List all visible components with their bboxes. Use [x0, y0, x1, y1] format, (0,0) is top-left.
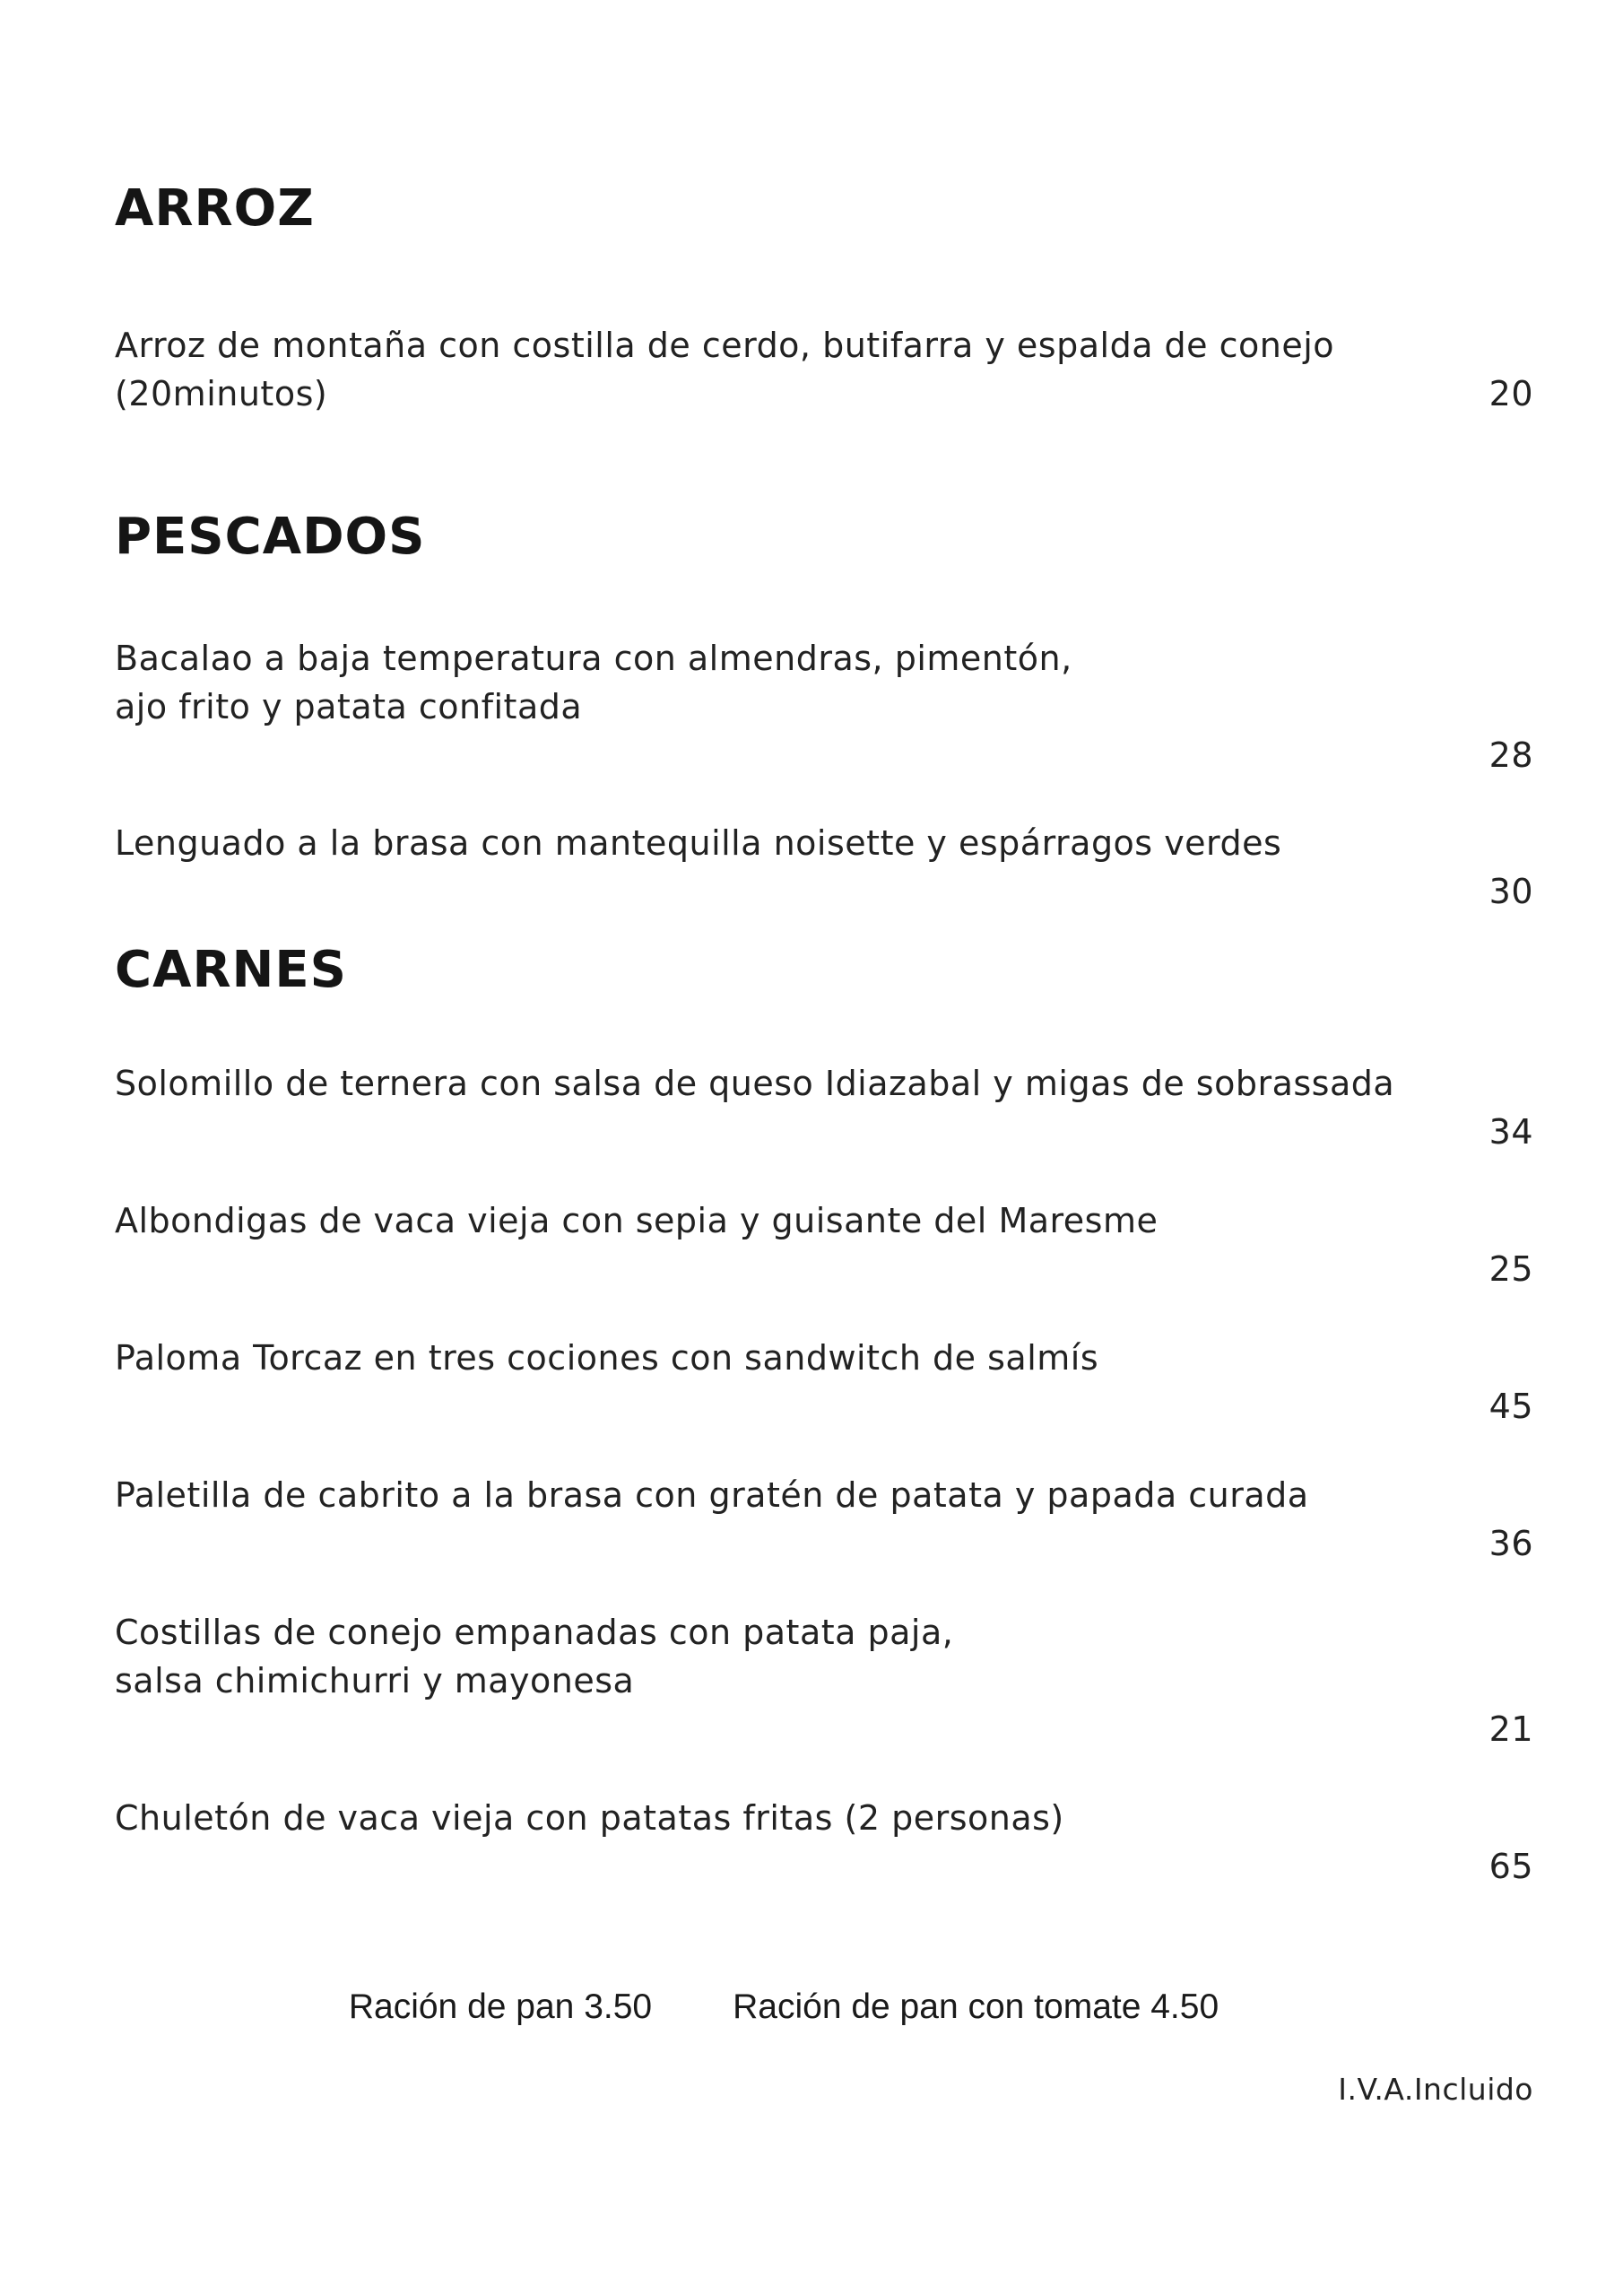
menu-item [115, 819, 1533, 916]
item-line: ajo frito y patata confitada [115, 687, 583, 726]
item-text [115, 1608, 1533, 1705]
item-price: 20 [1488, 374, 1533, 413]
item-text [115, 1196, 1533, 1245]
menu-item [115, 1471, 1533, 1568]
item-text [115, 1334, 1533, 1382]
item-text [115, 634, 1533, 731]
item-line: Lenguado a la brasa con mantequilla noisette y espárragos verdes [115, 823, 1282, 863]
item-text [115, 1794, 1533, 1842]
tax-included-note: I.V.A.Incluido [1338, 2072, 1533, 2107]
menu-item [115, 1196, 1533, 1293]
bread-plain-label: Ración de pan 3.50 [348, 1987, 653, 2026]
section-heading-arroz: ARROZ [115, 179, 315, 238]
item-line: salsa chimichurri y mayonesa [115, 1661, 635, 1700]
menu-item [115, 634, 1533, 779]
item-text [115, 819, 1533, 867]
bread-tomato-label: Ración de pan con tomate 4.50 [733, 1987, 1219, 2026]
item-line: Arroz de montaña con costilla de cerdo, butifarra y espalda de conejo [115, 326, 1335, 365]
menu-item [115, 1059, 1533, 1156]
menu-item [115, 1334, 1533, 1431]
menu-item [115, 321, 1533, 418]
item-line: Albondigas de vaca vieja con sepia y guisante del Maresme [115, 1201, 1159, 1240]
item-line: Bacalao a baja temperatura con almendras, pimentón, [115, 639, 1072, 678]
menu-item [115, 1608, 1533, 1753]
item-line: (20minutos) [115, 374, 328, 413]
bread-price-row [74, 1985, 1493, 2030]
menu-item [115, 1794, 1533, 1891]
item-line: Chuletón de vaca vieja con patatas fritas (2 personas) [115, 1798, 1064, 1838]
item-price: 36 [1488, 1524, 1533, 1563]
item-price: 45 [1488, 1387, 1533, 1426]
item-price: 21 [1488, 1709, 1533, 1749]
item-text [115, 1471, 1533, 1519]
item-price: 65 [1488, 1847, 1533, 1886]
item-price: 30 [1488, 872, 1533, 911]
item-price: 25 [1488, 1249, 1533, 1289]
item-price: 34 [1488, 1112, 1533, 1152]
item-line: Costillas de conejo empanadas con patata paja, [115, 1613, 954, 1652]
section-heading-pescados: PESCADOS [115, 508, 426, 566]
item-line: Paloma Torcaz en tres cociones con sandwitch de salmís [115, 1338, 1099, 1378]
item-line: Paletilla de cabrito a la brasa con gratén de patata y papada curada [115, 1475, 1309, 1515]
item-text [115, 1059, 1533, 1108]
item-line: Solomillo de ternera con salsa de queso Idiazabal y migas de sobrassada [115, 1064, 1395, 1103]
item-text [115, 321, 1489, 418]
section-heading-carnes: CARNES [115, 941, 348, 999]
item-price: 28 [1488, 735, 1533, 775]
